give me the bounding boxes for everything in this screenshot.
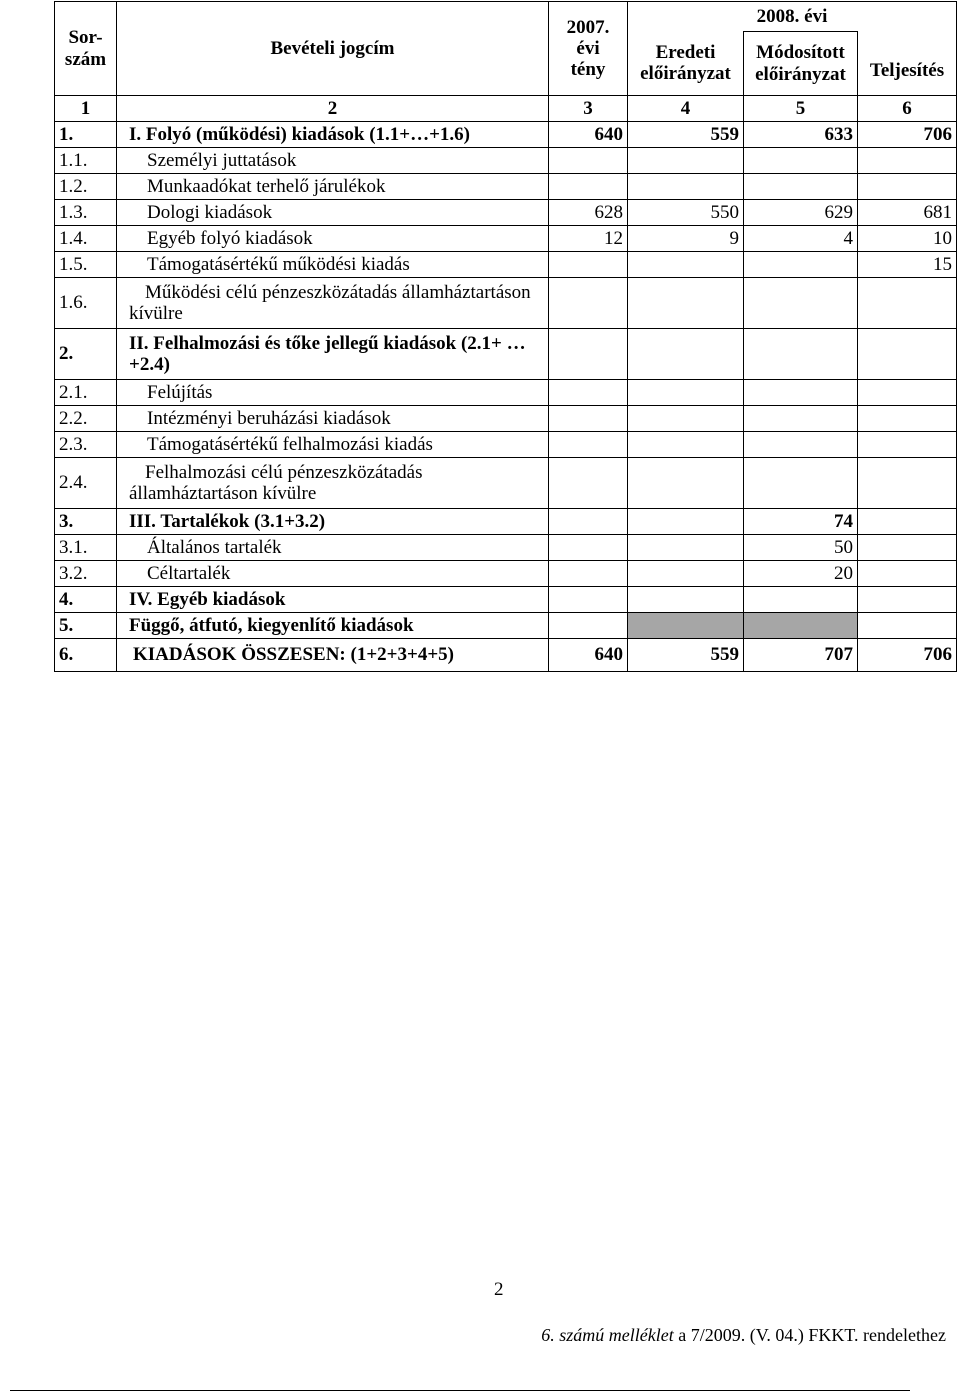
- table-row: [55, 174, 957, 200]
- value-modositott: 633: [744, 122, 858, 148]
- column-number-row: [55, 96, 957, 122]
- value-modositott: [744, 406, 858, 432]
- value-2007: [549, 380, 628, 406]
- value-modositott: 629: [744, 200, 858, 226]
- value-teljesites: 706: [858, 122, 957, 148]
- row-label: Személyi juttatások: [117, 148, 549, 174]
- table-row: [55, 406, 957, 432]
- header-2007: 2007. évi tény: [549, 2, 628, 96]
- row-code: 1.: [55, 122, 117, 148]
- value-modositott: [744, 587, 858, 613]
- value-modositott: [744, 613, 858, 639]
- value-eredeti: 559: [628, 639, 744, 672]
- value-teljesites: [858, 406, 957, 432]
- value-eredeti: [628, 252, 744, 278]
- row-label: Függő, átfutó, kiegyenlítő kiadások: [117, 613, 549, 639]
- value-modositott: 4: [744, 226, 858, 252]
- value-teljesites: [858, 613, 957, 639]
- value-2007: 640: [549, 122, 628, 148]
- value-eredeti: 550: [628, 200, 744, 226]
- value-eredeti: [628, 329, 744, 380]
- footnote-rest: a 7/2009. (V. 04.) FKKT. rendelethez: [673, 1325, 946, 1345]
- value-2007: [549, 252, 628, 278]
- value-2007: [549, 458, 628, 509]
- value-eredeti: [628, 587, 744, 613]
- value-2007: [549, 535, 628, 561]
- row-label: Céltartalék: [117, 561, 549, 587]
- value-2007: [549, 174, 628, 200]
- colnum-cell: 3: [549, 96, 628, 122]
- table-row: [55, 639, 957, 672]
- value-teljesites: 681: [858, 200, 957, 226]
- row-label: Felhalmozási célú pénzeszközátadás államháztartáson kívülre: [117, 458, 549, 509]
- value-modositott: 74: [744, 509, 858, 535]
- value-2007: [549, 561, 628, 587]
- value-2007: 628: [549, 200, 628, 226]
- value-eredeti: [628, 380, 744, 406]
- value-modositott: 50: [744, 535, 858, 561]
- value-2007: [549, 278, 628, 329]
- row-label: IV. Egyéb kiadások: [117, 587, 549, 613]
- value-eredeti: 9: [628, 226, 744, 252]
- value-2007: [549, 587, 628, 613]
- row-label: Munkaadókat terhelő járulékok: [117, 174, 549, 200]
- value-teljesites: [858, 148, 957, 174]
- value-eredeti: [628, 613, 744, 639]
- value-eredeti: [628, 561, 744, 587]
- row-code: 2.: [55, 329, 117, 380]
- table-row: [55, 587, 957, 613]
- value-2007: [549, 329, 628, 380]
- value-2007: 12: [549, 226, 628, 252]
- value-2007: [549, 406, 628, 432]
- value-eredeti: [628, 458, 744, 509]
- value-2007: [549, 148, 628, 174]
- footnote: [541, 1325, 946, 1346]
- colnum-cell: 2: [117, 96, 549, 122]
- row-code: 2.2.: [55, 406, 117, 432]
- value-2007: [549, 509, 628, 535]
- page-number: 2: [494, 1279, 504, 1300]
- value-teljesites: 15: [858, 252, 957, 278]
- value-teljesites: 706: [858, 639, 957, 672]
- table-row: [55, 252, 957, 278]
- row-code: 1.1.: [55, 148, 117, 174]
- value-teljesites: [858, 458, 957, 509]
- header-eredeti: Eredeti előirányzat: [628, 32, 744, 96]
- row-code: 1.3.: [55, 200, 117, 226]
- bottom-rule: [10, 1390, 910, 1391]
- table-row: [55, 148, 957, 174]
- value-teljesites: 10: [858, 226, 957, 252]
- header-sorszam: Sor- szám: [55, 2, 117, 96]
- row-code: 1.4.: [55, 226, 117, 252]
- value-eredeti: [628, 174, 744, 200]
- table-row: [55, 509, 957, 535]
- value-2007: [549, 432, 628, 458]
- header-2008: 2008. évi: [628, 2, 957, 32]
- row-label: Támogatásértékű felhalmozási kiadás: [117, 432, 549, 458]
- table-row: [55, 122, 957, 148]
- row-label: Általános tartalék: [117, 535, 549, 561]
- value-eredeti: [628, 535, 744, 561]
- value-teljesites: [858, 174, 957, 200]
- table-row: [55, 329, 957, 380]
- table-row: [55, 432, 957, 458]
- row-code: 3.2.: [55, 561, 117, 587]
- row-code: 5.: [55, 613, 117, 639]
- value-teljesites: [858, 561, 957, 587]
- colnum-cell: 1: [55, 96, 117, 122]
- row-label: Működési célú pénzeszközátadás államháztartáson kívülre: [117, 278, 549, 329]
- row-label: KIADÁSOK ÖSSZESEN: (1+2+3+4+5): [117, 639, 549, 672]
- row-label: Intézményi beruházási kiadások: [117, 406, 549, 432]
- value-modositott: 707: [744, 639, 858, 672]
- row-code: 2.4.: [55, 458, 117, 509]
- value-eredeti: [628, 509, 744, 535]
- value-eredeti: [628, 148, 744, 174]
- table-row: [55, 200, 957, 226]
- value-eredeti: [628, 278, 744, 329]
- row-code: 2.3.: [55, 432, 117, 458]
- row-code: 3.: [55, 509, 117, 535]
- expenditure-table: [54, 1, 957, 672]
- row-code: 3.1.: [55, 535, 117, 561]
- row-label: III. Tartalékok (3.1+3.2): [117, 509, 549, 535]
- table-row: [55, 561, 957, 587]
- row-label: Támogatásértékű működési kiadás: [117, 252, 549, 278]
- row-code: 6.: [55, 639, 117, 672]
- value-modositott: 20: [744, 561, 858, 587]
- colnum-cell: 5: [744, 96, 858, 122]
- value-eredeti: [628, 432, 744, 458]
- row-label: II. Felhalmozási és tőke jellegű kiadások (2.1+ …+2.4): [117, 329, 549, 380]
- header-modositott: Módosított előirányzat: [744, 32, 858, 96]
- value-eredeti: 559: [628, 122, 744, 148]
- value-teljesites: [858, 278, 957, 329]
- row-code: 2.1.: [55, 380, 117, 406]
- value-2007: 640: [549, 639, 628, 672]
- footnote-italic: 6. számú melléklet: [541, 1325, 674, 1345]
- row-code: 4.: [55, 587, 117, 613]
- row-label: Dologi kiadások: [117, 200, 549, 226]
- value-teljesites: [858, 587, 957, 613]
- value-modositott: [744, 458, 858, 509]
- value-teljesites: [858, 509, 957, 535]
- table-row: [55, 458, 957, 509]
- header-jogcim: Bevételi jogcím: [117, 2, 549, 96]
- header-teljesites: Teljesítés: [858, 32, 957, 96]
- row-label: I. Folyó (működési) kiadások (1.1+…+1.6): [117, 122, 549, 148]
- colnum-cell: 6: [858, 96, 957, 122]
- value-modositott: [744, 329, 858, 380]
- row-code: 1.2.: [55, 174, 117, 200]
- row-label: Felújítás: [117, 380, 549, 406]
- value-teljesites: [858, 329, 957, 380]
- value-modositott: [744, 174, 858, 200]
- value-modositott: [744, 148, 858, 174]
- table-row: [55, 613, 957, 639]
- value-teljesites: [858, 535, 957, 561]
- colnum-cell: 4: [628, 96, 744, 122]
- row-code: 1.5.: [55, 252, 117, 278]
- value-eredeti: [628, 406, 744, 432]
- row-code: 1.6.: [55, 278, 117, 329]
- value-modositott: [744, 252, 858, 278]
- value-teljesites: [858, 380, 957, 406]
- table-row: [55, 226, 957, 252]
- table-row: [55, 535, 957, 561]
- value-teljesites: [858, 432, 957, 458]
- value-modositott: [744, 380, 858, 406]
- table-row: [55, 278, 957, 329]
- table-row: [55, 380, 957, 406]
- row-label: Egyéb folyó kiadások: [117, 226, 549, 252]
- value-modositott: [744, 432, 858, 458]
- value-2007: [549, 613, 628, 639]
- value-modositott: [744, 278, 858, 329]
